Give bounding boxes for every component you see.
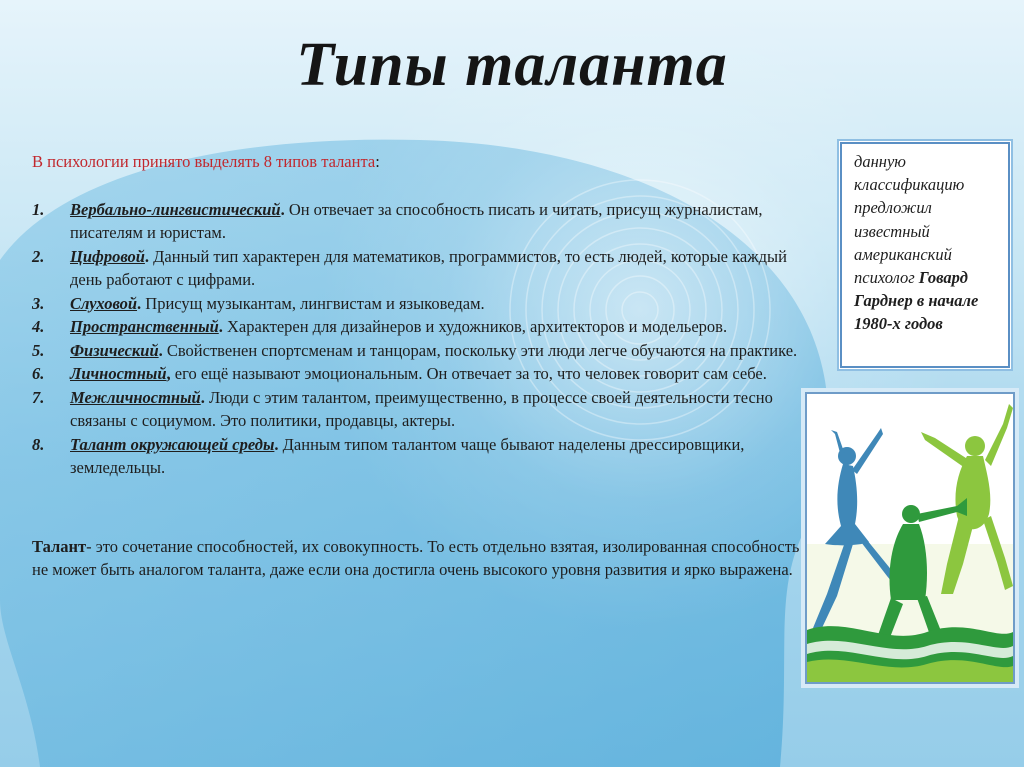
intro-line (32, 150, 807, 174)
item-term: Талант окружающей среды (70, 434, 275, 454)
item-text: его ещё называют эмоциональным. Он отвечает за то, что человек говорит сам себе. (170, 364, 767, 383)
list-item (32, 386, 807, 433)
intro-text: В психологии принято выделять 8 типов таланта (32, 152, 376, 171)
definition-text: - это сочетание способностей, их совокупность. То есть отдельно взятая, изолированная способность не может быть аналогом таланта, даже если она достигла очень высокого уровня развития и ярко выражена. (32, 536, 800, 579)
item-number: 8. (32, 434, 45, 454)
item-number: 7. (32, 387, 45, 407)
item-number: 2. (32, 246, 45, 266)
list-item (32, 292, 807, 316)
item-separator: . (144, 246, 150, 266)
item-separator: . (200, 387, 205, 407)
item-text: Люди с этим талантом, преимущественно, в процессе своей деятельности тесно связаны с социумом. Это политики, продавцы, актеры. (70, 387, 773, 430)
talent-types-list (32, 198, 807, 480)
main-content (32, 150, 807, 582)
list-item (32, 315, 807, 339)
talent-definition (32, 535, 807, 582)
item-term: Слуховой (70, 293, 138, 313)
item-separator: . (218, 317, 223, 336)
item-text: Присущ музыкантам, лингвистам и языковедам. (141, 293, 485, 313)
item-number: 3. (32, 293, 45, 313)
list-item (32, 362, 807, 386)
item-text: Он отвечает за способность писать и читать, присущ журналистам, писателям и юристам. (70, 199, 763, 242)
item-term: Пространственный (70, 317, 219, 336)
note-author-text: Говард Гарднер в начале 1980-х годов (854, 268, 979, 334)
item-number: 4. (32, 317, 45, 336)
item-separator: , (166, 364, 171, 383)
item-separator: . (137, 293, 142, 313)
item-text: Данный тип характерен для математиков, программистов, то есть людей, которые каждый день работают с цифрами. (70, 246, 787, 289)
item-separator: . (158, 340, 163, 360)
item-term: Межличностный (70, 387, 201, 407)
intro-colon: : (375, 152, 380, 171)
list-item (32, 433, 807, 480)
list-item (32, 339, 807, 363)
item-text: Свойственен спортсменам и танцорам, поскольку эти люди легче обучаются на практике. (162, 340, 798, 360)
item-text: Данным типом талантом чаще бывают наделены дрессировщики, земледельцы. (70, 434, 745, 477)
item-number: 1. (32, 199, 45, 219)
dancers-silhouette-picture (805, 392, 1015, 684)
item-text: Характерен для дизайнеров и художников, архитекторов и модельеров. (222, 317, 728, 336)
list-item (32, 245, 807, 292)
list-item (32, 198, 807, 245)
item-separator: . (274, 434, 279, 454)
item-number: 6. (32, 364, 45, 383)
item-separator: . (280, 199, 285, 219)
item-term: Личностный (70, 364, 167, 383)
classification-note (840, 142, 1010, 368)
item-term: Цифровой (70, 246, 145, 266)
item-term: Вербально-лингвистический (70, 199, 281, 219)
dancers-silhouette-icon (807, 394, 1013, 682)
item-term: Физический (70, 340, 159, 360)
item-number: 5. (32, 340, 45, 360)
note-plain-text: данную классификацию предложил известный американский психолог (854, 152, 965, 288)
definition-term: Талант (32, 536, 87, 556)
slide-title: Типы таланта (296, 31, 728, 99)
